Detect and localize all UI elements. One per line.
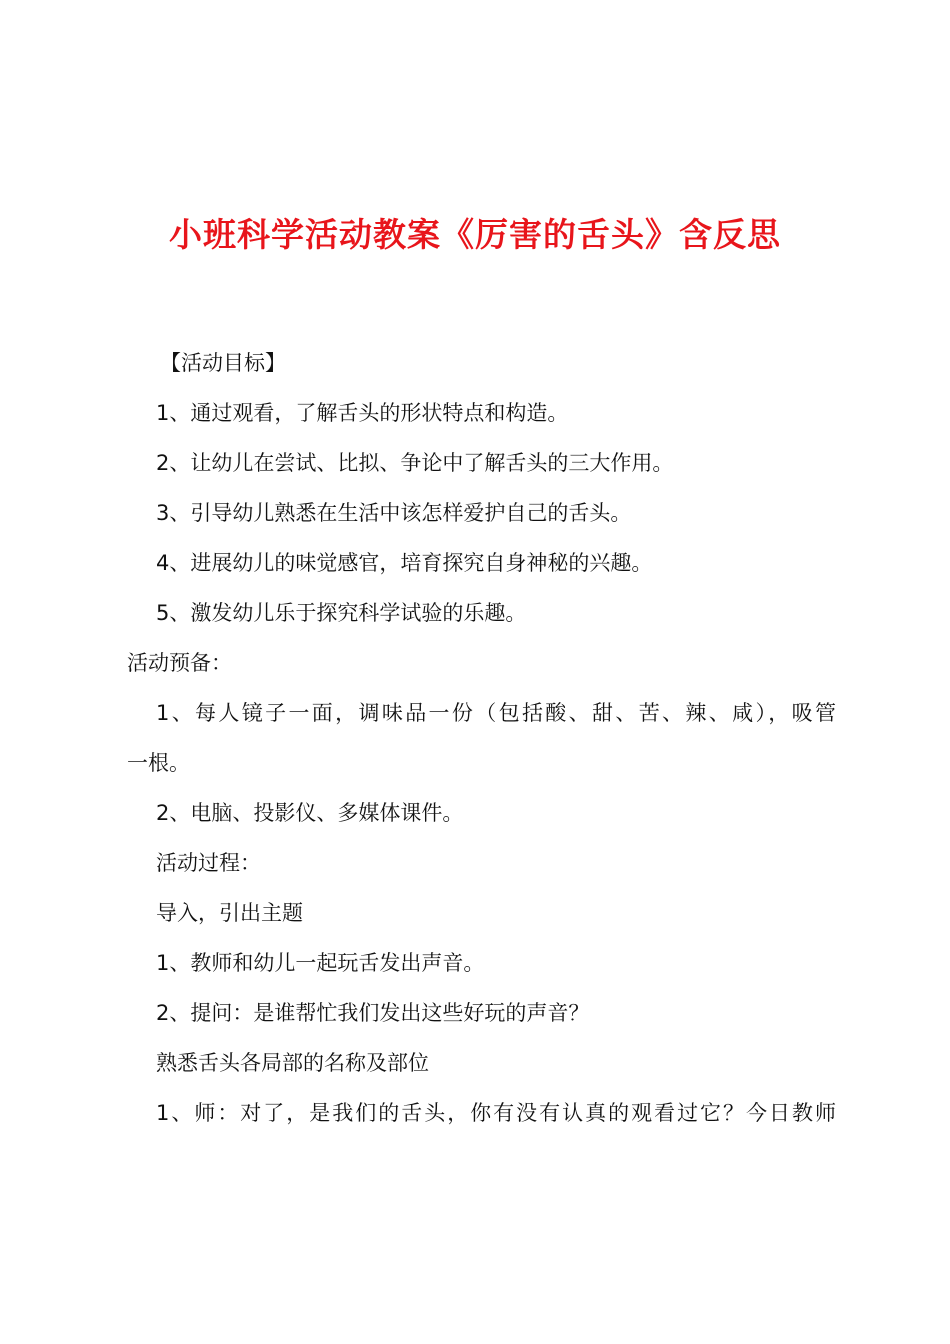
- paragraph-line: 5、激发幼儿乐于探究科学试验的乐趣。: [156, 601, 527, 625]
- paragraph-line: 3、引导幼儿熟悉在生活中该怎样爱护自己的舌头。: [156, 501, 632, 525]
- paragraph-line: 2、让幼儿在尝试、比拟、争论中了解舌头的三大作用。: [156, 451, 674, 475]
- paragraph-line: 2、提问：是谁帮忙我们发出这些好玩的声音？: [156, 1001, 590, 1025]
- paragraph-line: 1、教师和幼儿一起玩舌发出声音。: [156, 951, 485, 975]
- paragraph-line-continued: 一根。: [127, 751, 190, 775]
- section-heading-preparation: 活动预备：: [127, 651, 232, 675]
- paragraph-line: 1、通过观看，了解舌头的形状特点和构造。: [156, 401, 569, 425]
- section-heading-goals: 【活动目标】: [160, 351, 286, 375]
- document-title: 小班科学活动教案《厉害的舌头》含反思: [169, 215, 781, 254]
- paragraph-line: 1、师：对了，是我们的舌头，你有没有认真的观看过它？今日教师: [156, 1101, 836, 1125]
- paragraph-line: 1、每人镜子一面，调味品一份（包括酸、甜、苦、辣、咸），吸管: [156, 701, 836, 725]
- subsection-heading: 熟悉舌头各局部的名称及部位: [156, 1051, 429, 1075]
- paragraph-line: 2、电脑、投影仪、多媒体课件。: [156, 801, 464, 825]
- subsection-heading: 导入，引出主题: [156, 901, 303, 925]
- paragraph-line: 4、进展幼儿的味觉感官，培育探究自身神秘的兴趣。: [156, 551, 653, 575]
- section-heading-process: 活动过程：: [156, 851, 261, 875]
